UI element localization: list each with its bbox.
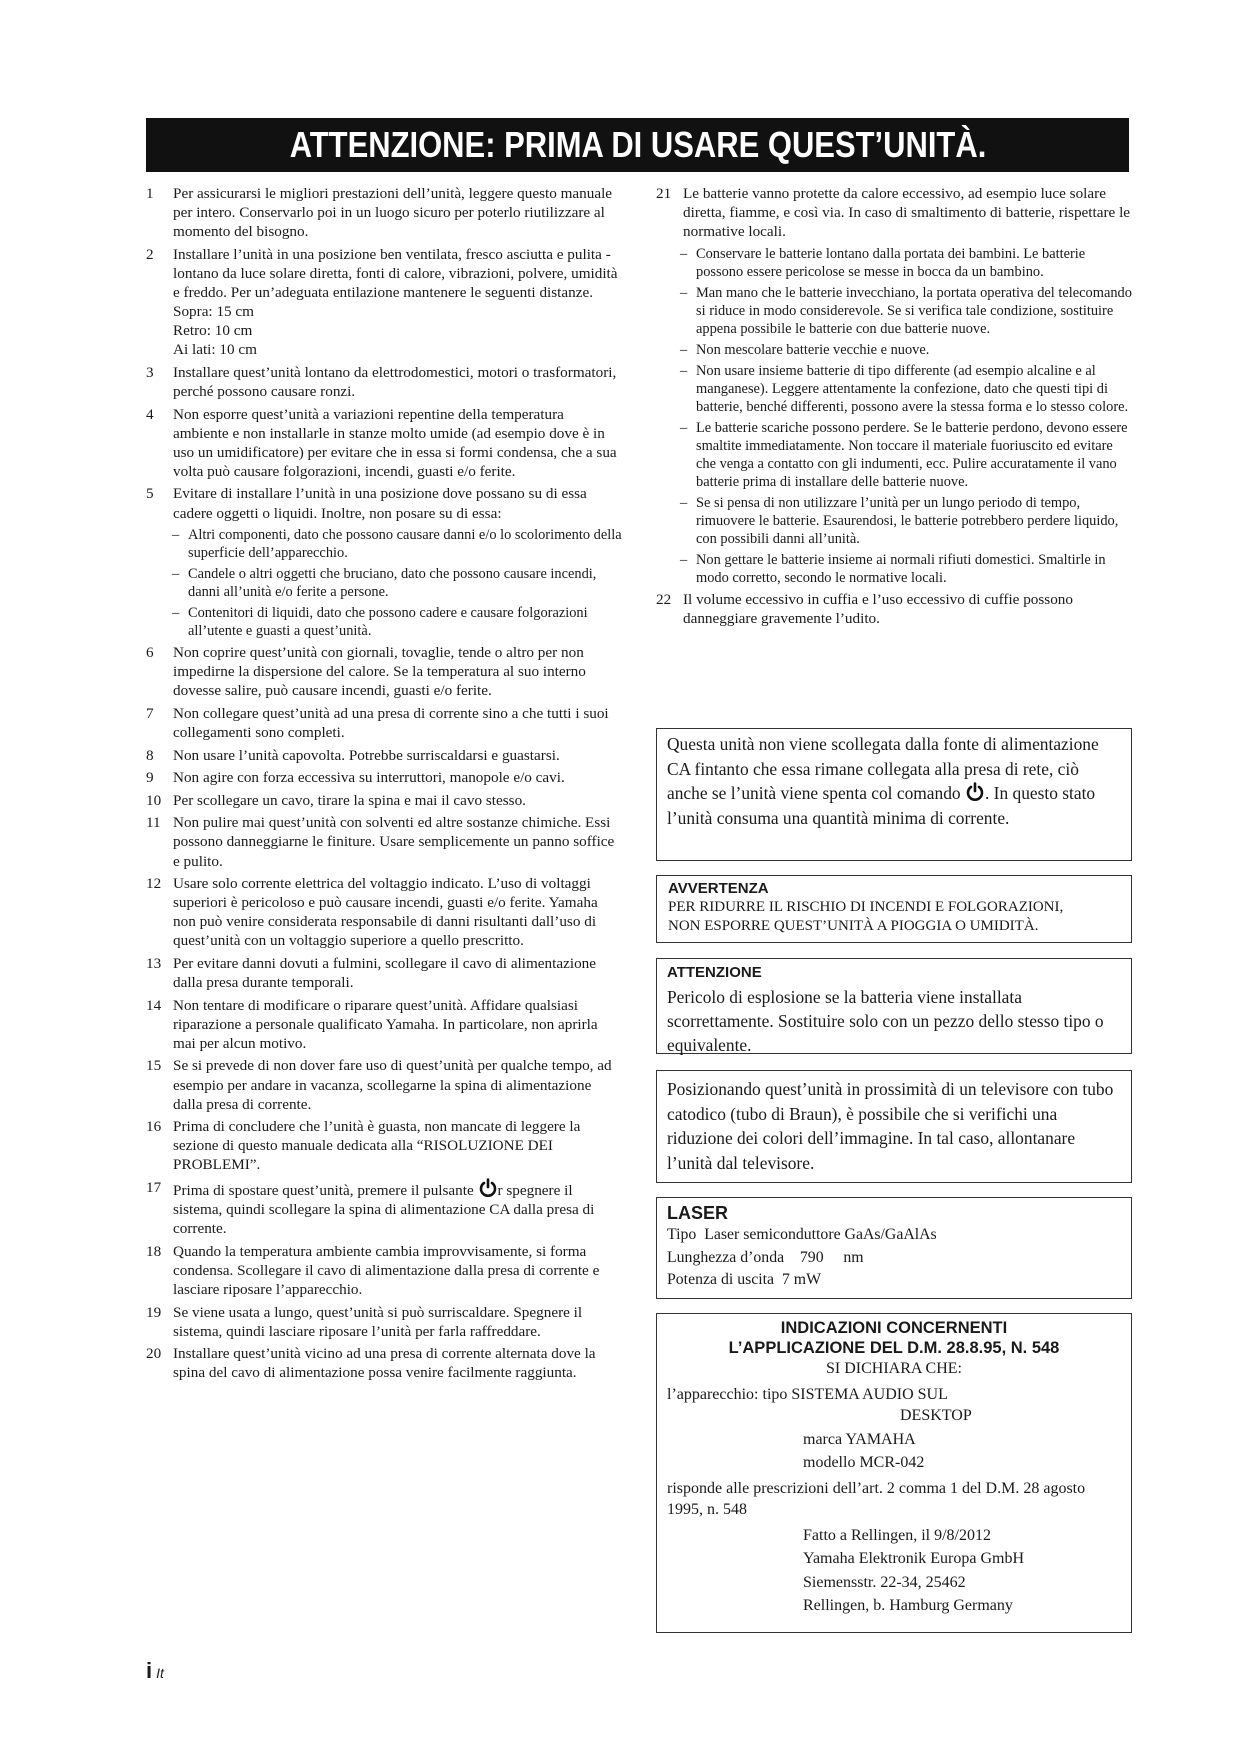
- item-number: 3: [146, 363, 154, 381]
- item-number: 15: [146, 1057, 162, 1075]
- laser-heading: LASER: [667, 1203, 729, 1223]
- laser-type-label: Tipo: [667, 1226, 697, 1243]
- item-text: Se viene usata a lungo, quest’unità si può surriscaldare. Spegnere il sistema, quindi lasciare riposare l’unità per farla raffreddare.: [173, 1303, 583, 1340]
- language-code: It: [156, 1665, 164, 1681]
- sub-item: – Le batterie scariche possono perdere. Se le batterie perdono, devono essere smaltite immediatamente. Non toccare il materiale fuoriuscito ed evitare che venga a contatto con gli indumenti, ecc. Pulire accuratamente il vano batterie prima di installare delle batterie nuove.: [680, 419, 1128, 490]
- laser-type-row: [667, 1224, 1121, 1247]
- dm-device-type-2: DESKTOP: [900, 1407, 972, 1424]
- laser-wavelength-label: Lunghezza d’onda: [667, 1248, 785, 1266]
- laser-wavelength-value: 790: [799, 1248, 824, 1266]
- dm-company: Yamaha Elektronik Europa GmbH: [803, 1550, 1024, 1567]
- list-item: [146, 1303, 622, 1341]
- item-number: 9: [146, 769, 154, 787]
- sub-item-text: Conservare le batterie lontano dalla portata dei bambini. Le batterie possono essere pericolose se messe in bocca da un bambino.: [696, 245, 1086, 280]
- item-text: Non tentare di modificare o riparare quest’unità. Affidare qualsiasi riparazione a personale qualificato Yamaha. In particolare, non aprirla mai per alcun motivo.: [173, 996, 598, 1052]
- item-text: Non esporre quest’unità a variazioni repentine della temperatura ambiente e non installarle in stanze molto umide (ad esempio dove è in uso un umidificatore) per evitare che in essa si formi condensa, che a sua volta può causare folgorazioni, incendi, guasti e/o ferite.: [173, 405, 617, 480]
- dm-declaration-box: [656, 1313, 1132, 1633]
- item-number: 6: [146, 644, 154, 662]
- sub-item: – Se si pensa di non utilizzare l’unità per un lungo periodo di tempo, rimuovere le batterie. Esaurendosi, le batterie potrebbero perdere liquido, con possibili danni all’unità.: [680, 494, 1119, 547]
- sub-item-text: Non usare insieme batterie di tipo differente (ad esempio alcaline e al manganese). Leggere attentamente la confezione, dato che questi tipi di batterie, benché differenti, possono avere la stessa forma e lo stesso colore.: [696, 362, 1129, 415]
- item-number: 5: [146, 485, 154, 503]
- sub-item-text: Candele o altri oggetti che bruciano, dato che possono causare incendi, danni all’unità e/o ferite a persone.: [188, 566, 597, 601]
- list-item: [146, 1056, 622, 1113]
- list-item: [146, 245, 622, 360]
- item-text-continued: r spegnere il sistema, quindi scollegare la spina di alimentazione CA dalla presa di corrente.: [173, 1182, 595, 1238]
- item-text: Installare quest’unità vicino ad una presa di corrente alternata dove la spina del cavo di alimentazione possa venire facilmente raggiunta.: [173, 1345, 596, 1382]
- list-item: [146, 813, 622, 870]
- laser-box: [656, 1197, 1132, 1299]
- laser-power-value: 7 mW: [781, 1271, 821, 1288]
- laser-type-value: Laser semiconduttore GaAs/GaAlAs: [704, 1226, 937, 1243]
- standby-text: Questa unità non viene scollegata dalla fonte di alimentazione CA fintanto che essa rimane collegata alla presa di rete, ciò anche se l’unità viene spenta col comando: [667, 734, 1099, 803]
- dm-declares: SI DICHIARA CHE:: [825, 1360, 962, 1377]
- item-text: Non pulire mai quest’unità con solventi ed altre sostanze chimiche. Essi possono danneggiarne le finiture. Usare semplicemente un panno soffice e pulito.: [173, 814, 615, 870]
- sub-item: – Non gettare le batterie insieme ai normali rifiuti domestici. Smaltirle in modo corretto, secondo le normative locali.: [680, 551, 1106, 586]
- dm-compliance: risponde alle prescrizioni dell’art. 2 comma 1 del D.M. 28 agosto 1995, n. 548: [667, 1479, 1086, 1518]
- sub-item-text: Non gettare le batterie insieme ai normali rifiuti domestici. Smaltirle in modo corretto, secondo le normative locali.: [696, 551, 1106, 586]
- laser-power-row: [667, 1269, 1121, 1292]
- list-item: [146, 954, 622, 992]
- warning-line-2: NON ESPORRE QUEST’UNITÀ A PIOGGIA O UMIDITÀ.: [668, 918, 1039, 934]
- list-item: [146, 996, 622, 1053]
- item-text: Non coprire quest’unità con giornali, tovaglie, tende o altro per non impedirne la dispersione del calore. Se la temperatura al suo interno dovesse salire, può causare incendi, guasti e/o ferite.: [173, 644, 586, 700]
- item-text: Evitare di installare l’unità in una posizione dove possano su di essa cadere oggetti o liquidi. Inoltre, non posare su di essa:: [173, 485, 587, 522]
- list-item: [146, 484, 622, 522]
- dm-title-line-1: INDICAZIONI CONCERNENTI: [780, 1319, 1008, 1337]
- item-text: Prima di concludere che l’unità è guasta, non mancate di leggere la sezione di questo manuale dedicata alla “RISOLUZIONE DEI PROBLEMI”.: [173, 1118, 581, 1174]
- item-number: 2: [146, 245, 154, 263]
- page-title-bar: [146, 118, 1129, 172]
- laser-wavelength-row: [667, 1247, 1121, 1270]
- attention-box: [656, 958, 1132, 1054]
- right-column: [656, 184, 1134, 631]
- dm-device-label: l’apparecchio: tipo: [667, 1385, 788, 1403]
- item-number: 20: [146, 1345, 162, 1363]
- distance-back: Retro: 10 cm: [173, 322, 253, 340]
- list-item: [146, 746, 622, 765]
- page-footer: [146, 1658, 164, 1684]
- attention-text: Pericolo di esplosione se la batteria viene installata scorrettamente. Sostituire solo con un pezzo dello stesso tipo o equivalente.: [667, 987, 1104, 1055]
- sub-item: – Contenitori di liquidi, dato che possono cadere e causare folgorazioni all’utente e guasti a quest’unità.: [172, 605, 588, 640]
- list-item: [146, 643, 622, 700]
- distance-sides: Ai lati: 10 cm: [173, 341, 257, 359]
- sub-item-text: Non mescolare batterie vecchie e nuove.: [696, 341, 930, 358]
- item-text: Se si prevede di non dover fare uso di quest’unità per qualche tempo, ad esempio per andare in vacanza, scollegarne la spina di alimentazione dalla presa di corrente.: [173, 1057, 612, 1113]
- item-number: 18: [146, 1242, 162, 1260]
- item-text: Non collegare quest’unità ad una presa di corrente sino a che tutti i suoi collegamenti sono completi.: [173, 704, 609, 741]
- item-number: 10: [146, 791, 162, 809]
- item-number: 8: [146, 746, 154, 764]
- item-number: 22: [656, 590, 672, 608]
- sub-item: – Non usare insieme batterie di tipo differente (ad esempio alcaline e al manganese). Leggere attentamente la confezione, dato che questi tipi di batterie, benché differenti, possono avere la stessa forma e lo stesso colore.: [680, 362, 1129, 415]
- item-number: 17: [146, 1179, 162, 1197]
- page-title: ATTENZIONE: PRIMA DI USARE QUEST’UNITÀ.: [289, 124, 986, 165]
- item-text: Per assicurarsi le migliori prestazioni dell’unità, leggere questo manuale per intero. Conservarlo poi in un luogo sicuro per poterlo riutilizzare al momento del bisogno.: [173, 185, 613, 241]
- list-item: [146, 184, 622, 241]
- sub-item: – Non mescolare batterie vecchie e nuove.: [680, 341, 930, 358]
- list-item: [146, 1344, 622, 1382]
- warning-heading: AVVERTENZA: [668, 880, 769, 897]
- item-text: Prima di spostare quest’unità, premere il pulsante: [173, 1182, 474, 1200]
- dm-title-line-2: L’APPLICAZIONE DEL D.M. 28.8.95, N. 548: [728, 1339, 1060, 1357]
- item-text: Installare quest’unità lontano da elettrodomestici, motori o trasformatori, perché possono causare ronzi.: [173, 363, 617, 400]
- item-number: 16: [146, 1118, 162, 1136]
- item-text: Usare solo corrente elettrica del voltaggio indicato. L’uso di voltaggi superiori è pericoloso e può causare incendi, guasti e/o ferite. Yamaha non può venire considerata responsabile di danni risultanti dall’uso di quest’unità con un voltaggio superiore a quello prescritto.: [173, 875, 598, 950]
- power-icon: [965, 782, 985, 802]
- sub-item-text: Contenitori di liquidi, dato che possono cadere e causare folgorazioni all’utente e guasti a quest’unità.: [188, 605, 588, 640]
- sub-item: – Candele o altri oggetti che bruciano, dato che possono causare incendi, danni all’unità e/o ferite a persone.: [172, 566, 597, 601]
- dm-city: Rellingen, b. Hamburg Germany: [803, 1597, 1013, 1614]
- page-number: i: [146, 1658, 153, 1683]
- laser-wavelength-unit: nm: [843, 1248, 864, 1266]
- item-number: 12: [146, 875, 162, 893]
- list-item: [146, 363, 622, 401]
- list-item: [146, 768, 622, 787]
- item-text: Per evitare danni dovuti a fulmini, scollegare il cavo di alimentazione dalla presa durante temporali.: [173, 955, 596, 992]
- sub-item-text: Man mano che le batterie invecchiano, la portata operativa del telecomando si riduce in modo considerevole. Se si verifica tale condizione, sostituire appena possibile le batterie con due batterie nuove.: [696, 284, 1132, 337]
- distance-top: Sopra: 15 cm: [173, 303, 254, 321]
- item-number: 7: [146, 704, 154, 722]
- item-text: Quando la temperatura ambiente cambia improvvisamente, si forma condensa. Scollegare il cavo di alimentazione dalla presa di corrente e lasciare riposare l’apparecchio.: [173, 1242, 600, 1298]
- list-item: [146, 405, 622, 481]
- list-item: [146, 874, 622, 950]
- item-text: Per scollegare un cavo, tirare la spina e mai il cavo stesso.: [173, 791, 526, 809]
- list-item: [146, 791, 622, 810]
- attention-heading: ATTENZIONE: [667, 964, 762, 981]
- list-item: [146, 704, 622, 742]
- standby-text-continued: . In questo stato l’unità consuma una quantità minima di corrente.: [667, 783, 1096, 828]
- item-number: 4: [146, 405, 154, 423]
- dm-place-date: Fatto a Rellingen, il 9/8/2012: [803, 1526, 991, 1544]
- list-item: [656, 590, 1134, 628]
- laser-power-label: Potenza di uscita: [667, 1271, 775, 1288]
- power-icon: [478, 1178, 498, 1198]
- item-text: Le batterie vanno protette da calore eccessivo, ad esempio luce solare diretta, fiamme, e così via. In caso di smaltimento di batterie, rispettare le normative locali.: [683, 185, 1131, 241]
- dm-device-row: [667, 1384, 1121, 1406]
- item-number: 1: [146, 185, 154, 202]
- tv-notice-text: Posizionando quest’unità in prossimità di un televisore con tubo catodico (tubo di Braun), è possibile che si verifichi una riduzione dei colori dell’immagine. In tal caso, allontanare l’unità dal televisore.: [667, 1079, 1114, 1173]
- item-text: Non usare l’unità capovolta. Potrebbe surriscaldarsi e guastarsi.: [173, 746, 560, 764]
- list-item: [656, 184, 1134, 241]
- item-number: 21: [656, 185, 672, 202]
- dm-brand: marca YAMAHA: [803, 1430, 916, 1448]
- sub-item-text: Altri componenti, dato che possono causare danni e/o lo scolorimento della superficie dell’apparecchio.: [188, 527, 622, 562]
- item-number: 19: [146, 1303, 162, 1321]
- sub-item: – Man mano che le batterie invecchiano, la portata operativa del telecomando si riduce in modo considerevole. Se si verifica tale condizione, sostituire appena possibile le batterie con due batterie nuove.: [680, 284, 1132, 337]
- left-column: [146, 184, 622, 1386]
- item-number: 14: [146, 996, 162, 1014]
- item-number: 13: [146, 955, 162, 972]
- sub-item: – Conservare le batterie lontano dalla portata dei bambini. Le batterie possono essere pericolose se messe in bocca da un bambino.: [680, 245, 1086, 280]
- sub-item: – Altri componenti, dato che possono causare danni e/o lo scolorimento della superficie dell’apparecchio.: [172, 527, 622, 562]
- tv-notice-box: [656, 1070, 1132, 1183]
- item-number: 11: [146, 814, 161, 832]
- dm-device-type: SISTEMA AUDIO SUL: [791, 1385, 948, 1403]
- item-text: Il volume eccessivo in cuffia e l’uso eccessivo di cuffie possono danneggiare gravemente l’udito.: [683, 590, 1073, 627]
- dm-model: modello MCR-042: [803, 1454, 925, 1471]
- standby-notice-box: [656, 728, 1132, 861]
- sub-item-text: Se si pensa di non utilizzare l’unità per un lungo periodo di tempo, rimuovere le batterie. Esaurendosi, le batterie potrebbero perdere liquido, con possibili danni all’unità.: [696, 494, 1119, 547]
- warning-line-1: PER RIDURRE IL RISCHIO DI INCENDI E FOLGORAZIONI,: [668, 899, 1064, 915]
- warning-box: [656, 875, 1132, 943]
- item-text: Installare l’unità in una posizione ben ventilata, fresco asciutta e pulita - lontano da luce solare diretta, fonti di calore, vibrazioni, polvere, umidità e freddo. Per un’adeguata entilazione mantenere le seguenti distanze.: [173, 245, 618, 301]
- list-item: [146, 1117, 622, 1174]
- item-text: Non agire con forza eccessiva su interruttori, manopole e/o cavi.: [173, 769, 565, 787]
- dm-street: Siemensstr. 22-34, 25462: [803, 1573, 966, 1591]
- sub-item-text: Le batterie scariche possono perdere. Se le batterie perdono, devono essere smaltite immediatamente. Non toccare il materiale fuoriuscito ed evitare che venga a contatto con gli indumenti, ecc. Pulire accuratamente il vano batterie prima di installare delle batterie nuove.: [696, 419, 1128, 490]
- list-item: [146, 1178, 622, 1238]
- list-item: [146, 1242, 622, 1299]
